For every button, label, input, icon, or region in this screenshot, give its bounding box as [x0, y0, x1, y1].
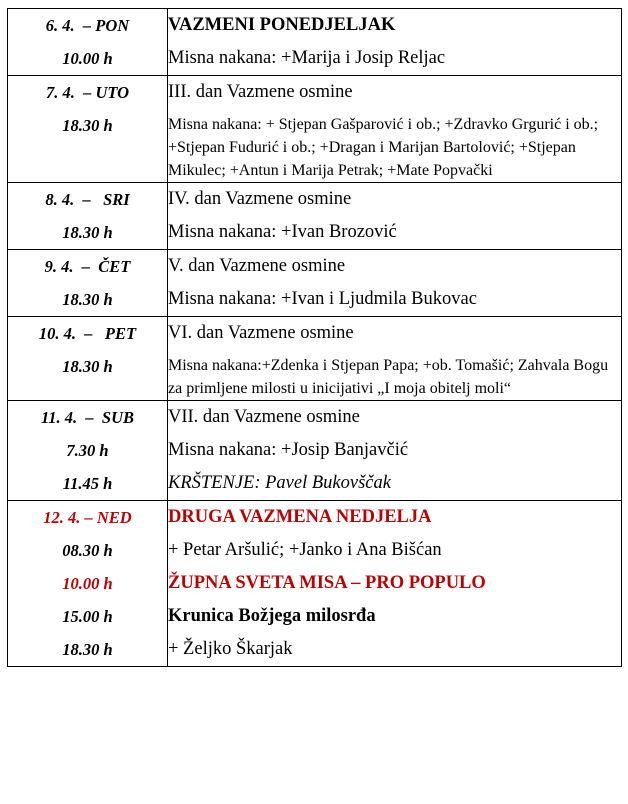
day-row — [8, 9, 622, 76]
day-row — [8, 501, 622, 667]
mass-time: 18.30 h — [62, 640, 113, 659]
events-cell — [168, 183, 622, 250]
mass-time: 10.00 h — [62, 574, 113, 593]
date-cell — [8, 401, 168, 501]
mass-time: 18.30 h — [62, 116, 113, 135]
mass-schedule-table — [7, 8, 622, 667]
events-cell — [168, 9, 622, 76]
mass-time: 11.45 h — [62, 474, 113, 493]
mass-intention: Misna nakana:+Zdenka i Stjepan Papa; +ob. Tomašić; Zahvala Bogu za primljene milosti u inicijativi „I moja obitelj moli“ — [168, 357, 609, 397]
day-title: VAZMENI PONEDJELJAK — [168, 15, 396, 35]
event-line: + Željko Škarjak — [168, 639, 293, 659]
day-date: 12. 4. – NED — [43, 508, 132, 527]
day-date: 10. 4. – PET — [38, 324, 137, 343]
mass-time: 18.30 h — [62, 223, 113, 242]
day-date: 8. 4. – SRI — [45, 190, 130, 209]
date-cell — [8, 76, 168, 183]
day-row — [8, 183, 622, 250]
day-date: 11. 4. – SUB — [40, 408, 135, 427]
mass-time: 08.30 h — [62, 541, 113, 560]
date-cell — [8, 9, 168, 76]
events-cell — [168, 501, 622, 667]
day-date: 6. 4. – PON — [45, 16, 130, 35]
day-title: III. dan Vazmene osmine — [168, 82, 353, 102]
event-line: ŽUPNA SVETA MISA – PRO POPULO — [168, 573, 486, 593]
date-cell — [8, 183, 168, 250]
events-cell — [168, 317, 622, 401]
date-cell — [8, 501, 168, 667]
day-title: V. dan Vazmene osmine — [168, 256, 346, 276]
events-cell — [168, 250, 622, 317]
event-line: Krunica Božjega milosrđa — [168, 606, 376, 626]
day-date: 7. 4. – UTO — [45, 83, 130, 102]
mass-intention: Misna nakana: +Ivan i Ljudmila Bukovac — [168, 289, 477, 309]
day-row — [8, 250, 622, 317]
day-title: IV. dan Vazmene osmine — [168, 189, 352, 209]
day-row — [8, 76, 622, 183]
day-title: DRUGA VAZMENA NEDJELJA — [168, 507, 432, 527]
date-cell — [8, 317, 168, 401]
mass-intention: Misna nakana: +Josip Banjavčić — [168, 440, 409, 460]
mass-time: 18.30 h — [62, 290, 113, 309]
events-cell — [168, 76, 622, 183]
mass-time: 10.00 h — [62, 49, 113, 68]
day-row — [8, 317, 622, 401]
mass-intention: Misna nakana: + Stjepan Gašparović i ob.; +Zdravko Grgurić i ob.; +Stjepan Fudurić i ob.; +Dragan i Marijan Bartolović; +Stjepan Mikulec; +Antun i Marija Petrak; +Mate Popvački — [168, 116, 599, 179]
event-line: KRŠTENJE: Pavel Bukovščak — [168, 473, 391, 493]
mass-time: 18.30 h — [62, 357, 113, 376]
day-date: 9. 4. – ČET — [44, 257, 131, 276]
mass-intention: Misna nakana: +Marija i Josip Reljac — [168, 48, 446, 68]
mass-time: 7.30 h — [66, 441, 109, 460]
mass-intention: Misna nakana: +Ivan Brozović — [168, 222, 397, 242]
event-line: + Petar Aršulić; +Janko i Ana Bišćan — [168, 540, 442, 560]
day-row — [8, 401, 622, 501]
date-cell — [8, 250, 168, 317]
day-title: VI. dan Vazmene osmine — [168, 323, 354, 343]
events-cell — [168, 401, 622, 501]
day-title: VII. dan Vazmene osmine — [168, 407, 360, 427]
schedule-body — [8, 9, 622, 667]
mass-time: 15.00 h — [62, 607, 113, 626]
